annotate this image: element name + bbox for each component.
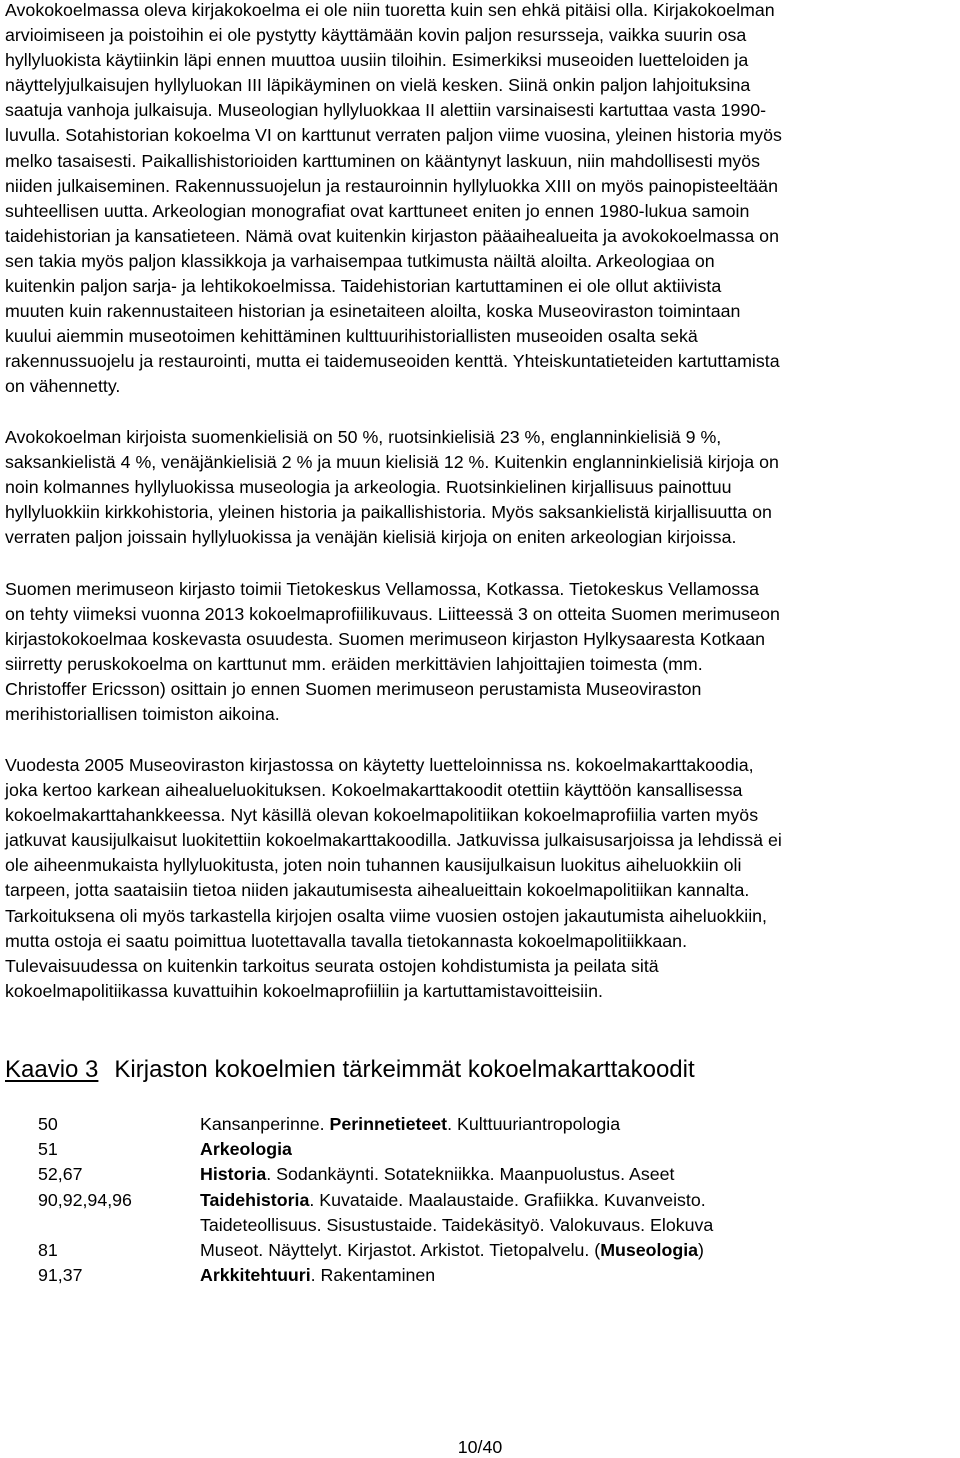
text-line: melko tasaisesti. Paikallishistorioiden karttuminen on kääntynyt laskuun, niin mahdollisesti myös	[5, 150, 761, 171]
code-main-subject: Taidehistoria	[200, 1189, 310, 1210]
collection-code-list	[38, 1112, 713, 1288]
code-row	[38, 1263, 713, 1288]
text-line: Suomen merimuseon kirjasto toimii Tietokeskus Vellamossa, Kotkassa. Tietokeskus Vellamossa	[5, 579, 760, 599]
code-number: 50	[38, 1114, 58, 1134]
text-line: muuten kuin rakennustaiteen historian ja esinetaiteen aloilta, koska Museoviraston toimintaan	[5, 301, 741, 322]
text-line: Tarkoituksena oli myös tarkastella kirjojen osalta viime vuosien ostojen jakautumista aiheluokkiin,	[5, 905, 767, 926]
code-description	[200, 1137, 292, 1162]
text-line: kuului aiemmin museotoimen kehittäminen kulttuurihistoriallisten museoiden osalta sekä	[5, 326, 698, 347]
text-line: luvulla. Sotahistorian kokoelma VI on karttunut verraten paljon viime vuosina, yleinen historia myös	[5, 125, 782, 146]
code-main-subject: Museologia	[600, 1240, 699, 1261]
figure-label: Kaavio 3	[5, 1056, 99, 1083]
text-line: taidehistorian ja kansatieteen. Nämä ovat kuitenkin kirjaston pääaihealueita ja avokokoelmassa on	[5, 225, 779, 246]
code-row	[38, 1213, 713, 1238]
text-line: noin kolmannes hyllyluokissa museologia ja arkeologia. Ruotsinkielinen kirjallisuus painottuu	[5, 477, 732, 498]
code-description	[200, 1238, 704, 1263]
code-main-subject: Historia	[200, 1164, 267, 1185]
code-subject-text: . Kulttuuriantropologia	[447, 1114, 621, 1134]
text-line: niiden julkaiseminen. Rakennussuojelun ja restauroinnin hyllyluokka XIII on myös painopisteeltään	[5, 175, 778, 196]
text-line: Avokokoelman kirjoista suomenkielisiä on 50 %, ruotsinkielisiä 23 %, englanninkielisiä 9 %,	[5, 427, 722, 447]
code-row	[38, 1137, 713, 1162]
code-subject-text: Kansanperinne.	[200, 1114, 330, 1134]
text-line: Christoffer Ericsson) osittain jo ennen Suomen merimuseon perustamista Museoviraston	[5, 679, 702, 700]
code-main-subject: Arkeologia	[200, 1139, 292, 1160]
text-line: kokoelmapolitiikassa kuvattuihin kokoelmaprofiiliin ja kartuttamistavoitteisiin.	[5, 980, 603, 1001]
text-line: kokoelmakarttahankkeessa. Nyt käsillä olevan kokoelmapolitiikan kokoelmaprofiilia varten myös	[5, 805, 759, 826]
paragraph-book-collection	[5, 0, 957, 400]
code-subject-text: Taideteollisuus. Sisustustaide. Taidekäsityö. Valokuvaus. Elokuva	[200, 1214, 714, 1235]
text-line: on tehty viimeksi vuonna 2013 kokoelmaprofiilikuvaus. Liitteessä 3 on otteita Suomen merimuseon	[5, 604, 780, 625]
text-line: saksankielistä 4 %, venäjänkielisiä 2 % ja muun kielisiä 12 %. Kuitenkin englanninkielisiä kirjoja on	[5, 452, 779, 473]
text-line: näyttelyjulkaisujen hyllyluokan III läpikäyminen on vielä kesken. Siinä onkin paljon lahjoituksina	[5, 75, 751, 96]
code-row	[38, 1188, 713, 1213]
text-line: mutta ostoja ei saatu poimittua luotettavalla tavalla tietokannasta kokoelmapolitiikkaan.	[5, 930, 688, 951]
code-number: 81	[38, 1240, 58, 1261]
text-line: hyllyluokista käytiinkin läpi ennen muuttoa uusiin tiloihin. Esimerkiksi museoiden luetteloiden ja	[5, 50, 749, 71]
text-line: on vähennetty.	[5, 376, 121, 397]
text-line: Vuodesta 2005 Museoviraston kirjastossa on käytetty luetteloinnissa ns. kokoelmakarttakoodia,	[5, 755, 754, 775]
text-line: jatkuvat kausijulkaisut luokitettiin kokoelmakarttakoodilla. Jatkuvissa julkaisusarjoissa ja lehdissä ei	[5, 830, 782, 851]
code-subject-text: . Rakentaminen	[310, 1265, 436, 1286]
text-line: joka kertoo karkean aihealueluokituksen. Kokoelmakarttakoodit otettiin käyttöön kansallisessa	[5, 780, 743, 801]
text-line: arvioimiseen ja poistoihin ei ole pystytty käyttämään kovin paljon resursseja, vaikka suurin osa	[5, 25, 747, 46]
code-row	[38, 1238, 713, 1263]
text-line: kuitenkin paljon sarja- ja lehtikokoelmissa. Taidehistorian kartuttaminen ei ole ollut aktiivista	[5, 276, 722, 297]
code-number	[38, 1213, 200, 1238]
code-main-subject: Arkkitehtuuri	[200, 1265, 311, 1286]
figure-heading	[5, 1055, 695, 1085]
text-line: merihistoriallisen toimiston aikoina.	[5, 704, 280, 725]
page-number: 10/40	[457, 1437, 503, 1457]
code-number: 90,92,94,96	[38, 1189, 132, 1210]
text-line: suhteellisen uutta. Arkeologian monografiat ovat karttuneet eniten jo ennen 1980-lukua samoin	[5, 200, 750, 221]
figure-title: Kirjaston kokoelmien tärkeimmät kokoelmakarttakoodit	[114, 1056, 695, 1083]
text-line: siirretty peruskokoelma on karttunut mm. eräiden merkittävien lahjoittajien toimesta (mm.	[5, 654, 703, 675]
code-subject-text: . Sodankäynti. Sotatekniikka. Maanpuolustus. Aseet	[266, 1164, 675, 1185]
text-line: Avokokoelmassa oleva kirjakokoelma ei ole niin tuoretta kuin sen ehkä pitäisi olla. Kirjakokoelman	[5, 0, 775, 20]
code-number: 91,37	[38, 1265, 83, 1286]
code-description	[200, 1162, 674, 1187]
code-description	[200, 1263, 435, 1288]
code-row	[38, 1162, 713, 1187]
text-line: verraten paljon joissain hyllyluokissa ja venäjän kielisiä kirjoja on eniten arkeologian kirjoissa.	[5, 527, 737, 548]
paragraph-maritime-museum-library	[5, 577, 957, 728]
code-subject-text: Museot. Näyttelyt. Kirjastot. Arkistot. Tietopalvelu. (	[200, 1240, 601, 1261]
paragraph-language-distribution	[5, 425, 957, 550]
code-row	[38, 1112, 713, 1137]
text-line: hyllyluokkiin kirkkohistoria, yleinen historia ja paikallishistoria. Myös saksankielistä kirjallisuutta on	[5, 502, 772, 523]
code-number: 51	[38, 1139, 58, 1160]
code-subject-text: . Kuvataide. Maalaustaide. Grafiikka. Kuvanveisto.	[309, 1189, 706, 1210]
text-line: ole aiheenmukaista hyllyluokitusta, joten noin tuhannen kausijulkaisun luokitus aiheluokkiin oli	[5, 855, 742, 876]
paragraph-collection-map-codes	[5, 753, 957, 1004]
code-description	[200, 1112, 620, 1137]
text-line: sen takia myös paljon klassikkoja ja varhaisempaa tutkimusta näiltä aloilta. Arkeologiaa on	[5, 250, 715, 271]
code-main-subject: Perinnetieteet	[329, 1114, 448, 1134]
code-description	[200, 1213, 713, 1238]
code-description	[200, 1188, 706, 1213]
text-line: kirjastokokoelmaa koskevasta osuudesta. Suomen merimuseon kirjaston Hylkysaaresta Kotkaan	[5, 629, 766, 650]
text-line: rakennussuojelu ja restaurointi, mutta ei taidemuseoiden kenttä. Yhteiskuntatieteiden kartuttamista	[5, 351, 780, 372]
text-line: saatuja vanhoja julkaisuja. Museologian hyllyluokkaa II alettiin varsinaisesti kartuttaa vasta 1990-	[5, 100, 767, 121]
text-line: Tulevaisuudessa on kuitenkin tarkoitus seurata ostojen kohdistumista ja peilata sitä	[5, 955, 659, 976]
code-subject-text: )	[698, 1240, 704, 1261]
code-number: 52,67	[38, 1164, 83, 1185]
text-line: tarpeen, jotta saataisiin tietoa niiden jakautumisesta aihealueittain kokoelmapolitiikan kannalta.	[5, 880, 750, 901]
